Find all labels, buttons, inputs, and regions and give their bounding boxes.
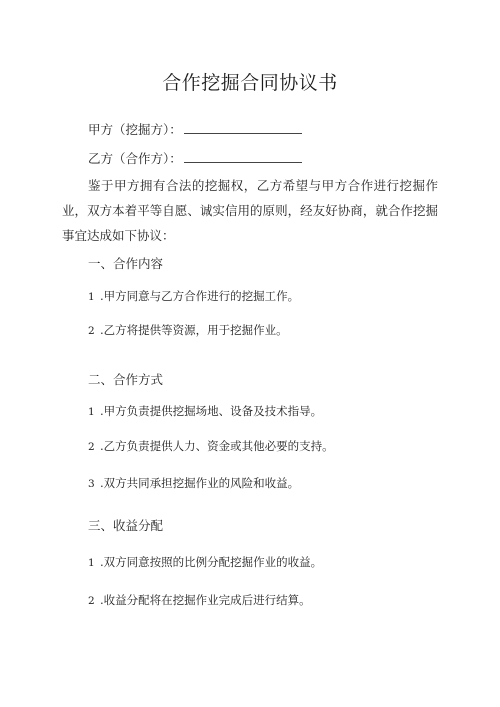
- section-3-item-1: [88, 554, 322, 571]
- item-text: .甲方负责提供挖掘场地、设备及技术指导。: [100, 404, 323, 418]
- item-number: 2: [88, 325, 95, 337]
- party-a-label: 甲方（挖掘方）：: [88, 122, 182, 137]
- item-text: .甲方同意与乙方合作进行的挖掘工作。: [100, 289, 300, 303]
- document-title: 合作挖掘合同协议书: [162, 72, 338, 94]
- party-a-blank: [184, 122, 302, 134]
- section-1-item-2: [88, 322, 288, 339]
- section-1-item-1: [88, 288, 299, 305]
- section-heading-2: 二、合作方式: [88, 372, 164, 387]
- party-b-line: [88, 151, 302, 167]
- item-text: .乙方将提供等资源，用于挖掘作业。: [100, 323, 288, 337]
- item-number: 3: [88, 478, 95, 490]
- item-number: 1: [88, 291, 95, 303]
- party-a-line: [88, 122, 302, 138]
- section-3-item-2: [88, 592, 311, 609]
- item-number: 2: [88, 441, 95, 453]
- item-text: .乙方负责提供人力、资金或其他必要的支持。: [100, 439, 334, 453]
- section-heading-1: 一、合作内容: [88, 256, 164, 271]
- section-heading-3: 三、收益分配: [88, 518, 164, 533]
- section-2-item-2: [88, 438, 334, 455]
- party-b-blank: [184, 151, 302, 163]
- item-number: 2: [88, 595, 95, 607]
- item-number: 1: [88, 557, 95, 569]
- item-text: .双方同意按照的比例分配挖掘作业的收益。: [100, 555, 323, 569]
- item-text: .双方共同承担挖掘作业的风险和收益。: [100, 476, 300, 490]
- party-b-label: 乙方（合作方）：: [88, 151, 182, 166]
- item-number: 1: [88, 406, 95, 418]
- section-2-item-3: [88, 475, 299, 492]
- item-text: .收益分配将在挖掘作业完成后进行结算。: [100, 593, 311, 607]
- section-2-item-1: [88, 403, 322, 420]
- intro-paragraph: 鉴于甲方拥有合法的挖掘权，乙方希望与甲方合作进行挖掘作业，双方本着平等自愿、诚实信用的原则，经友好协商，就合作挖掘事宜达成如下协议：: [62, 178, 438, 243]
